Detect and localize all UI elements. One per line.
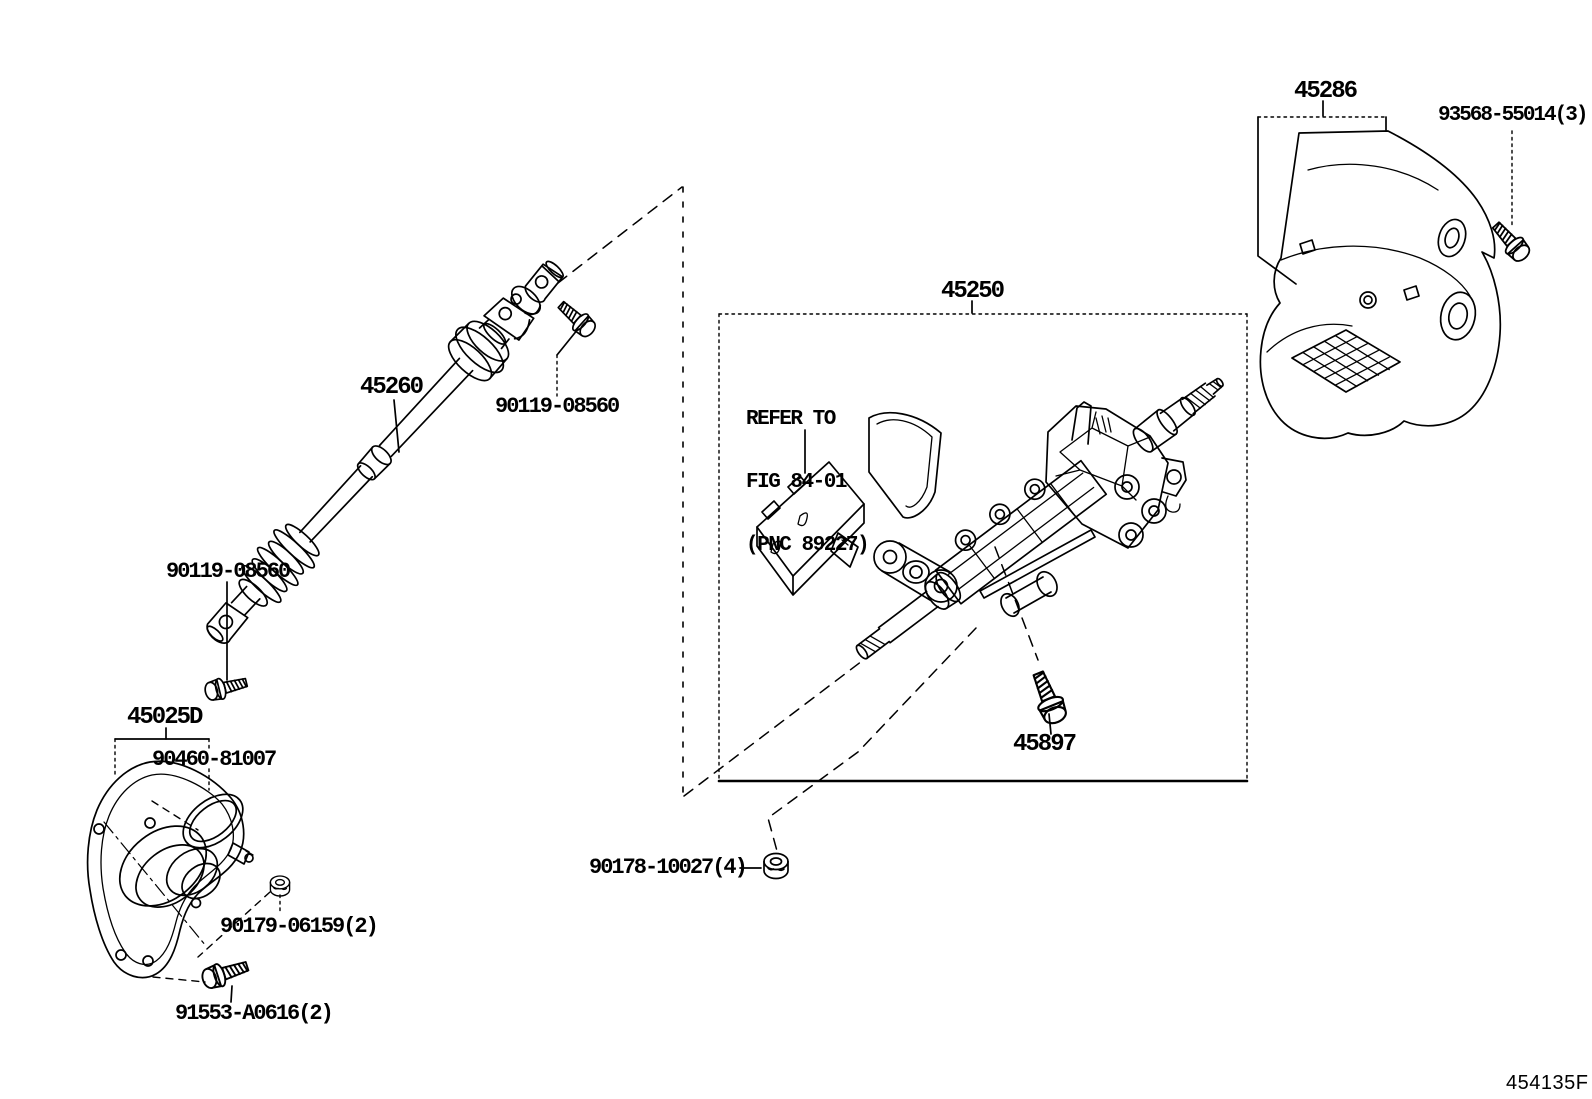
hole-cover-nut-drawing (270, 876, 289, 896)
refer-note-line2: FIG 84-01 (746, 471, 846, 494)
part-label-90178: 90178-10027(4) (589, 855, 746, 880)
part-label-93568: 93568-55014(3) (1438, 104, 1587, 127)
part-label-45286: 45286 (1294, 78, 1357, 105)
part-label-90119-upper: 90119-08560 (495, 394, 619, 419)
intermediate-shaft-45260-drawing (190, 246, 579, 657)
part-label-45250: 45250 (941, 278, 1004, 305)
leader-lines (227, 131, 1512, 1002)
joint-bolt-upper-drawing (554, 297, 599, 341)
part-label-45897: 45897 (1013, 731, 1076, 758)
column-mount-nut-drawing (764, 854, 788, 879)
figure-code: 454135F (1506, 1072, 1589, 1094)
column-bolt-45897-drawing (1026, 668, 1070, 727)
hole-cover-45025d-drawing (88, 761, 244, 977)
part-label-90179: 90179-06159(2) (220, 914, 377, 939)
refer-note-line1: REFER TO (746, 408, 835, 431)
part-label-45025d: 45025D (127, 704, 202, 731)
refer-note (746, 367, 868, 577)
part-label-45260: 45260 (360, 374, 423, 401)
part-label-90460: 90460-81007 (152, 747, 276, 772)
hole-cover-bolt-drawing (200, 955, 251, 991)
joint-bolt-lower-drawing (203, 672, 249, 703)
part-label-90119-lower: 90119-08560 (166, 559, 290, 584)
bracket-45286 (1258, 101, 1386, 284)
refer-note-line3: (PNC 89227) (746, 534, 869, 557)
part-label-91553: 91553-A0616(2) (175, 1001, 332, 1026)
